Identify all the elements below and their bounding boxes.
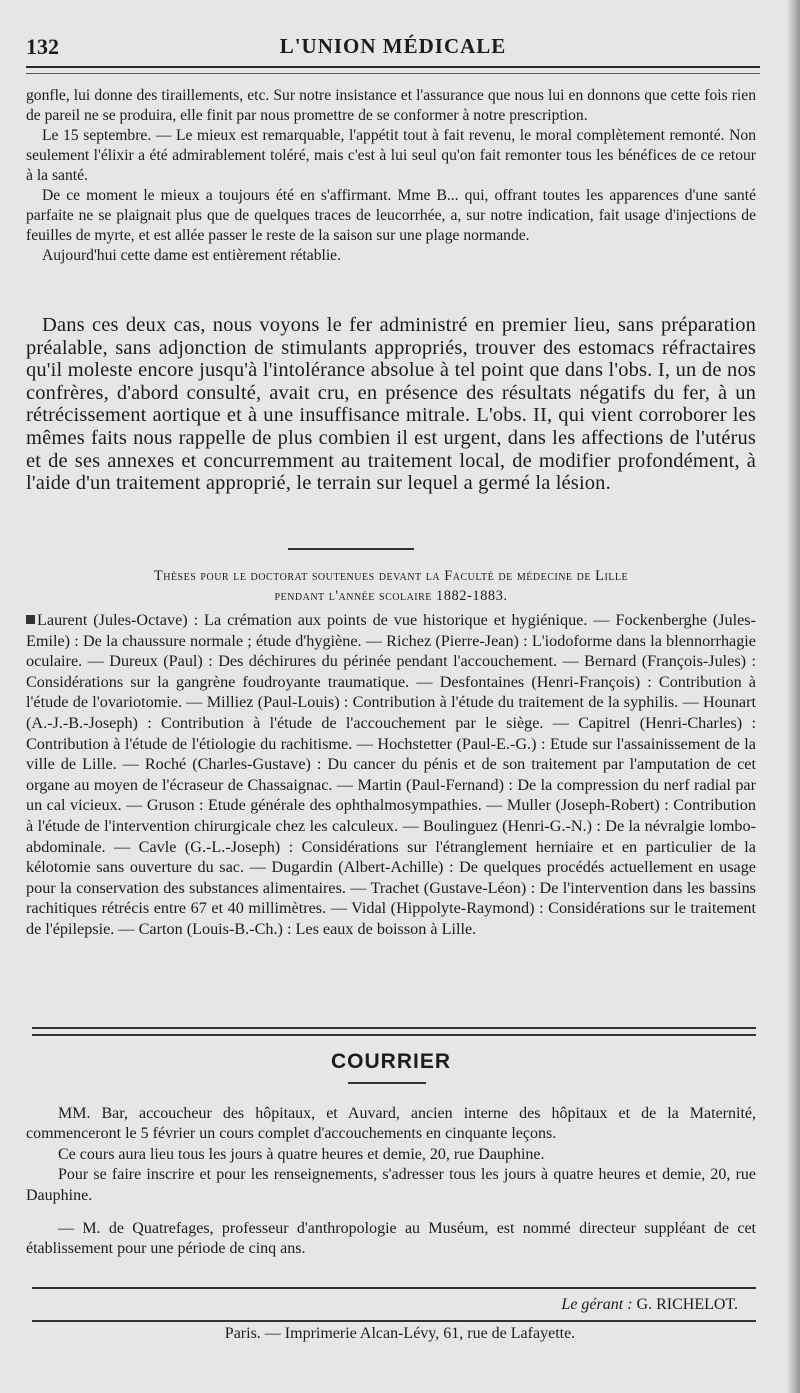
courrier-text	[26, 1104, 756, 1260]
case-report-text	[26, 86, 756, 266]
gerant-label: Le gérant :	[561, 1296, 633, 1313]
page-number: 132	[26, 34, 59, 59]
theses-list	[26, 610, 756, 940]
courrier-paragraph: Ce cours aura lieu tous les jours à quatre heures et demie, 20, rue Dauphine.	[58, 1145, 545, 1163]
theses-heading-line2: pendant l'année scolaire 1882-1883.	[274, 588, 508, 604]
gerant-name: G. RICHELOT.	[636, 1296, 738, 1313]
double-rule	[32, 1027, 756, 1036]
courrier-paragraph: MM. Bar, accoucheur des hôpitaux, et Auvard, ancien interne des hôpitaux et de la Maternité, commenceront le 5 février un cours complet d'accouchements en cinquante leçons.	[26, 1105, 756, 1143]
printer-imprint: Paris. — Imprimerie Alcan-Lévy, 61, rue de Lafayette.	[224, 1325, 576, 1342]
courrier-heading-underline	[348, 1082, 426, 1084]
theses-heading	[26, 566, 756, 606]
courrier-heading: COURRIER	[330, 1050, 451, 1073]
section-divider	[288, 548, 414, 550]
bullet-square-icon	[26, 615, 35, 624]
footer-rule	[32, 1320, 756, 1322]
case-paragraph: Le 15 septembre. — Le mieux est remarquable, l'appétit tout à fait revenu, le moral complètement remonté. Non seulement l'élixir a été admirablement toléré, mais c'est à lui seul qu'on fait remonter tous les bénéfices de ce retour à la santé.	[26, 127, 756, 184]
gerant-signature	[561, 1296, 738, 1314]
courrier-paragraph: Pour se faire inscrire et pour les renseignements, s'adresser tous les jours à quatre heures et demie, 20, rue Dauphine.	[26, 1166, 756, 1204]
conclusion-paragraph	[26, 314, 756, 495]
theses-text: Laurent (Jules-Octave) : La crémation aux points de vue historique et hygiénique. — Fockenberghe (Jules-Emile) : De la chaussure normale ; étude d'hygiène. — Richez (Pierre-Jean) : L'iodoforme dans la blennorrhagie oculaire. — Dureux (Paul) : Des déchirures du périnée pendant l'accouchement. — Bernard (François-Jules) : Considérations sur la gangrène foudroyante traumatique. — Desfontaines (Henri-François) : Contribution à l'étude de l'ovariotomie. — Milliez (Paul-Louis) : Contribution à l'étude du traitement de la syphilis. — Hounart (A.-J.-B.-Joseph) : Contribution à l'étude de l'accouchement par le siège. — Capitrel (Henri-Charles) : Contribution à l'étude de l'étiologie du rachitisme. — Hochstetter (Paul-E.-G.) : Etude sur l'assainissement de la ville de Lille. — Roché (Charles-Gustave) : Du cancer du pénis et de son traitement par l'amputation de cet organe au moyen de l'écraseur de Chassaignac. — Martin (Paul-Fernand) : De la compression du nerf radial par un cal vicieux. — Gruson : Etude générale des ophthalmosympathies. — Muller (Joseph-Robert) : Contribution à l'étude de l'intervention chirurgicale chez les calculeux. — Boulinguez (Henri-G.-N.) : De la névralgie lombo-abdominale. — Cavle (G.-L.-Joseph) : Considérations sur l'étranglement herniaire et en particulier de la kélotomie sans ouverture du sac. — Dugardin (Albert-Achille) : De quelques procédés actuellement en usage pour la conservation des substances alimentaires. — Trachet (Gustave-Léon) : De l'intervention dans les bassins rachitiques rétrécis entre 67 et 40 millimètres. — Vidal (Hippolyte-Raymond) : Considérations sur le traitement de l'épilepsie. — Carton (Louis-B.-Ch.) : Les eaux de boisson à Lille.	[26, 611, 756, 938]
conclusion-text: Dans ces deux cas, nous voyons le fer administré en premier lieu, sans préparation préalable, sans adjonction de stimulants appropriés, trouver des estomacs réfractaires qu'il moleste encore jusqu'à l'intolérance absolue à tel point que dans l'obs. I, un de nos confrères, d'abord consulté, avait cru, en présence des résultats négatifs du fer, à un rétrécissement aortique et à une insuffisance mitrale. L'obs. II, qui vient corroborer les mêmes faits nous rappelle de plus combien il est urgent, dans les affections de l'utérus et de ses annexes et concurremment au traitement local, de modifier profondément, à l'aide d'un traitement approprié, le terrain sur lequel a germé la lésion.	[26, 314, 756, 495]
case-paragraph: Aujourd'hui cette dame est entièrement rétablie.	[42, 247, 341, 264]
courrier-paragraph: — M. de Quatrefages, professeur d'anthropologie au Muséum, est nommé directeur suppléant de cet établissement pour une période de cinq ans.	[26, 1220, 756, 1258]
running-title: L'UNION MÉDICALE	[279, 34, 507, 58]
theses-heading-line1: Thèses pour le doctorat soutenues devant la Faculté de médecine de Lille	[153, 568, 629, 584]
case-paragraph: gonfle, lui donne des tiraillements, etc. Sur notre insistance et l'assurance que nous lui en donnons que cette fois rien de pareil ne se produira, elle finit par nous promettre de se conformer à notre prescription.	[26, 87, 756, 124]
header-rule	[26, 73, 760, 74]
footer-rule	[32, 1287, 756, 1289]
page-header	[26, 32, 760, 68]
case-paragraph: De ce moment le mieux a toujours été en s'affirmant. Mme B... qui, offrant toutes les apparences d'une santé parfaite ne se plaignait plus que de quelques traces de leucorrhée, a, sur notre indication, fait usage d'injections de feuilles de myrte, et est allée passer le reste de la saison sur une plage normande.	[26, 187, 756, 244]
